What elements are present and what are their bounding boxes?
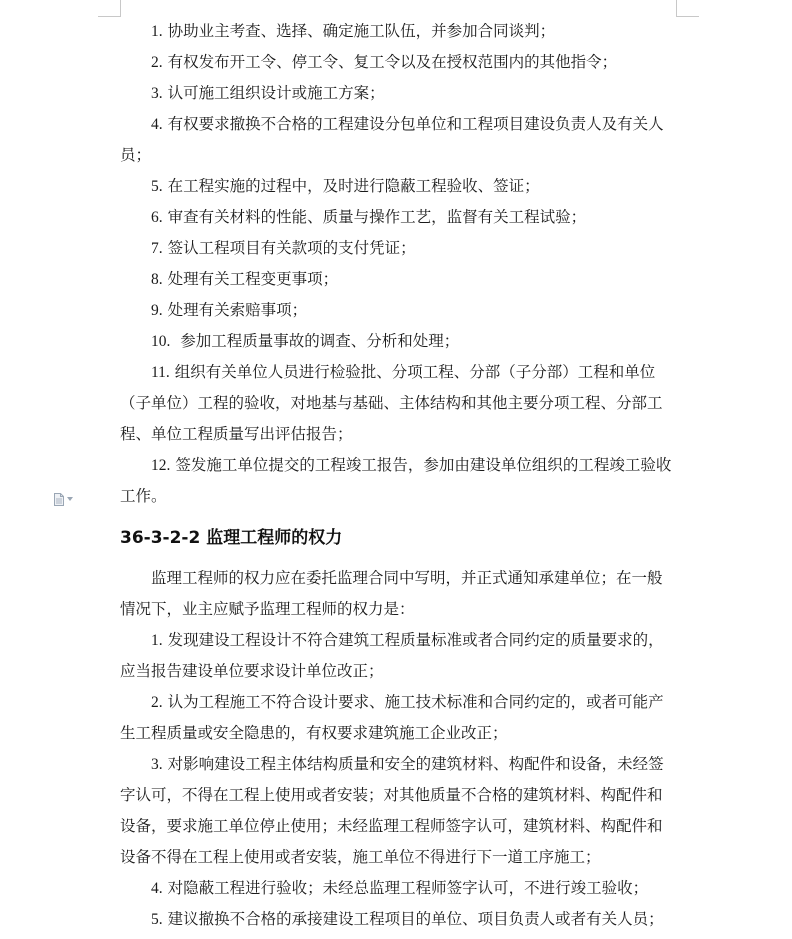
- list-item: 12. 签发施工单位提交的工程竣工报告，参加由建设单位组织的工程竣工验收工作。: [120, 456, 672, 505]
- list-item: 1. 协助业主考查、选择、确定施工队伍，并参加合同谈判；: [151, 22, 556, 40]
- list-item: 2. 认为工程施工不符合设计要求、施工技术标准和合同约定的，或者可能产生工程质量或安全隐患的，有权要求建筑施工企业改正；: [120, 693, 664, 742]
- crop-mark-top-right: [676, 0, 699, 17]
- crop-mark-top-left: [98, 0, 121, 17]
- list-item: 2. 有权发布开工令、停工令、复工令以及在授权范围内的其他指令；: [151, 53, 618, 71]
- document-body: [120, 16, 676, 935]
- list-item: 8. 处理有关工程变更事项；: [151, 270, 339, 288]
- intro-paragraph: 监理工程师的权力应在委托监理合同中写明，并正式通知承建单位；在一般情况下，业主应赋予监理工程师的权力是：: [120, 569, 663, 618]
- section-heading: 36-3-2-2 监理工程师的权力: [120, 528, 343, 548]
- paragraph-options-marker[interactable]: [54, 492, 80, 506]
- list-item: 3. 对影响建设工程主体结构质量和安全的建筑材料、构配件和设备，未经签字认可，不得在工程上使用或者安装；对其他质量不合格的建筑材料、构配件和设备，要求施工单位停止使用；未经监理工程师签字认可，建筑材料、构配件和设备不得在工程上使用或者安装，施工单位不得进行下一道工序施工；: [120, 755, 664, 866]
- list-item: 4. 有权要求撤换不合格的工程建设分包单位和工程项目建设负责人及有关人员；: [120, 115, 664, 164]
- list-item: 6. 审查有关材料的性能、质量与操作工艺，监督有关工程试验；: [151, 208, 587, 226]
- list-item: 7. 签认工程项目有关款项的支付凭证；: [151, 239, 416, 257]
- list-item: 10. 参加工程质量事故的调查、分析和处理；: [151, 332, 460, 350]
- list-item: 9. 处理有关索赔事项；: [151, 301, 308, 319]
- list-item: 3. 认可施工组织设计或施工方案；: [151, 84, 385, 102]
- list-item: 5. 在工程实施的过程中，及时进行隐蔽工程验收、签证；: [151, 177, 540, 195]
- list-item: 1. 发现建设工程设计不符合建筑工程质量标准或者合同约定的质量要求的，应当报告建设单位要求设计单位改正；: [120, 631, 664, 680]
- chevron-down-icon: [67, 497, 73, 501]
- list-item: 11. 组织有关单位人员进行检验批、分项工程、分部（子分部）工程和单位（子单位）工程的验收，对地基与基础、主体结构和其他主要分项工程、分部工程、单位工程质量写出评估报告；: [120, 363, 663, 443]
- list-item: 5. 建议撤换不合格的承接建设工程项目的单位、项目负责人或者有关人员；: [151, 910, 664, 928]
- duties-list: [120, 16, 676, 512]
- document-icon: [54, 493, 64, 506]
- list-item: 4. 对隐蔽工程进行验收；未经总监理工程师签字认可，不进行竣工验收；: [151, 879, 649, 897]
- powers-list: [120, 625, 676, 935]
